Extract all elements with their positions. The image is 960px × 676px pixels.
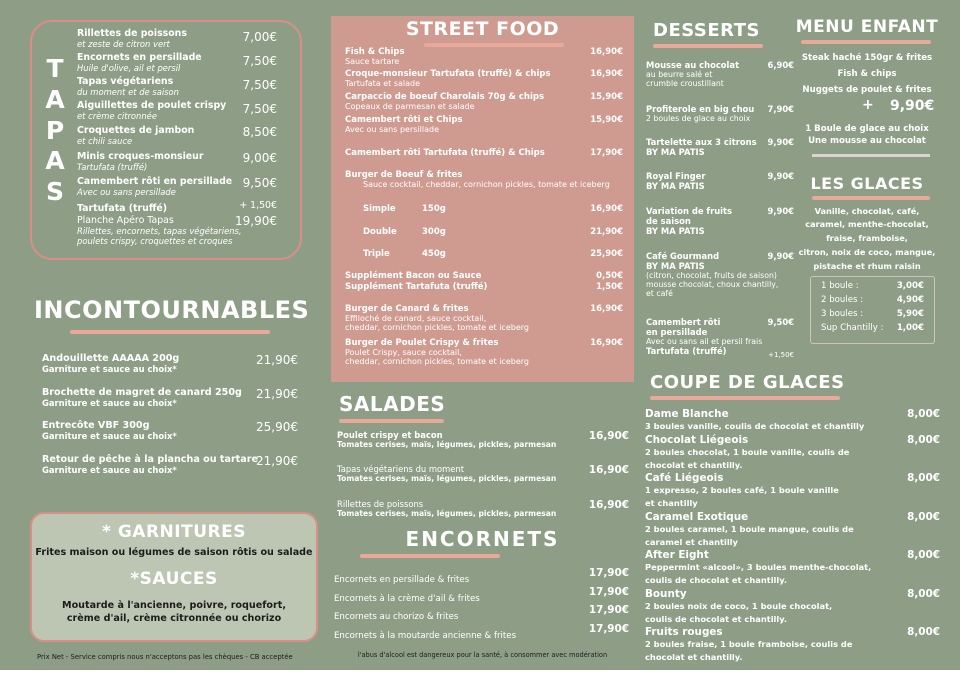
list-item (646, 206, 794, 236)
supplement-name: Tartufata (truffé) (77, 203, 168, 214)
glace-price: 1,00€ (896, 323, 924, 333)
list-item (345, 47, 623, 66)
garnitures-text: Frites maison ou légumes de saison rôtis ou salade (35, 547, 313, 558)
item-price: 8,00€ (907, 408, 940, 420)
planche-desc: poulets crispy, croquettes et croques (77, 236, 233, 246)
list-item (645, 626, 940, 663)
item-desc: et café (646, 289, 673, 298)
item-price: 8,00€ (907, 434, 940, 446)
item-desc: 2 boules noix de coco, 1 boule chocolat, (645, 601, 833, 611)
title-underline (70, 330, 270, 334)
list-item (646, 251, 794, 298)
list-item (646, 171, 794, 191)
item-desc: Peppermint «alcool», 3 boules menthe-chocolat, (645, 562, 872, 572)
list-item (77, 52, 277, 73)
garnitures-box (30, 512, 318, 642)
item-desc: 2 boules fraise, 1 boule framboise, coulis de (645, 639, 853, 649)
menu-enfant-line: Steak haché 150gr & frites (801, 53, 933, 63)
item-name: Tapas végétariens du moment (337, 464, 465, 474)
item-name: Tartelette aux 3 citrons (646, 137, 757, 147)
list-item (646, 60, 794, 88)
incontournables-title: INCONTOURNABLES (34, 296, 310, 324)
item-desc: BY MA PATIS (646, 261, 705, 271)
list-item (345, 170, 623, 189)
list-item (345, 69, 623, 88)
item-price: 1,50€ (596, 282, 623, 292)
item-price: 0,50€ (596, 271, 623, 281)
item-price: 16,90€ (588, 430, 629, 442)
list-item (334, 604, 629, 623)
item-desc: Sauce tartare (345, 57, 400, 66)
burger-size-weight: 450g (422, 249, 446, 259)
divider (812, 154, 930, 157)
item-name: Retour de pêche à la plancha ou tartare (42, 454, 258, 465)
item-price: 17,90€ (588, 623, 629, 635)
item-desc: Copeaux de parmesan et salade (345, 102, 475, 111)
item-desc: du moment et de saison (77, 87, 179, 97)
list-item (645, 472, 940, 509)
tapas-letter: S (45, 177, 64, 207)
item-name: Fruits rouges (645, 626, 723, 638)
item-desc: Tartufata (truffé) (77, 162, 148, 172)
glaces-flavors: pistache et rhum raisin (813, 261, 921, 271)
footer-alcohol-note: l'abus d'alcool est dangereux pour la santé, à consommer avec modération (357, 651, 608, 659)
item-desc: et zeste de citron vert (77, 39, 170, 49)
item-price: 8,00€ (907, 549, 940, 561)
planche-price: 19,90€ (235, 214, 277, 228)
list-item (42, 454, 298, 475)
glace-label: 2 boules : (821, 295, 864, 305)
tapas-vertical-title (44, 54, 66, 208)
title-underline (801, 40, 931, 44)
sauces-text: crème d'ail, crème citronnée ou chorizo (66, 613, 282, 624)
item-price: 7,50€ (242, 102, 277, 116)
burger-size-label: Double (363, 227, 397, 237)
item-name: Entrecôte VBF 300g (42, 420, 150, 431)
item-name: Chocolat Liégeois (645, 434, 749, 446)
item-desc: caramel et chantilly (645, 536, 738, 547)
item-name: Minis croques-monsieur (77, 151, 204, 162)
item-desc: cheddar, cornichon pickles, tomate et iceberg (345, 323, 529, 332)
tapas-letter: T (46, 54, 64, 83)
item-desc: 2 boules chocolat, 1 boule vanille, coulis de (645, 447, 850, 457)
item-name: Carpaccio de boeuf Charolais 70g & chips (345, 92, 545, 102)
list-item (77, 151, 277, 172)
glaces-price-box (810, 276, 935, 344)
item-name: Tapas végétariens (77, 76, 174, 87)
list-item (646, 104, 794, 123)
item-price: 21,90€ (256, 454, 298, 468)
item-desc: et crème citronnée (77, 111, 157, 121)
item-price: 9,90€ (767, 171, 794, 181)
item-name: Encornets à la crème d'ail & frites (334, 594, 480, 604)
sauces-text: Moutarde à l'ancienne, poivre, roquefort, (62, 600, 286, 611)
item-desc: Tartufata et salade (345, 79, 421, 88)
list-item (645, 511, 940, 548)
glace-price: 4,90€ (896, 295, 924, 305)
item-name: Dame Blanche (645, 408, 729, 420)
list-item (42, 387, 298, 408)
supplement-row (77, 200, 277, 214)
burger-size-label: Triple (363, 249, 390, 259)
glace-label: 1 boule : (821, 281, 859, 291)
item-name: Croque-monsieur Tartufata (truffé) & chips (345, 69, 551, 79)
item-desc: Huile d'olive, ail et persil (77, 63, 181, 73)
coupes-title: COUPE DE GLACES (650, 372, 845, 393)
item-name: Burger de Canard & frites (345, 304, 469, 314)
garnitures-title: * GARNITURES (102, 522, 246, 542)
item-price: 9,00€ (242, 151, 277, 165)
list-item (646, 137, 794, 157)
item-price: 9,90€ (767, 251, 794, 261)
item-desc: et chili sauce (77, 136, 133, 146)
item-price: 17,90€ (588, 586, 629, 598)
glaces-flavors: fraise, framboise, (826, 233, 908, 243)
item-desc: Garniture et sauce au choix* (42, 364, 177, 374)
glace-price-row (821, 295, 924, 305)
item-name: Camembert rôti en persillade (77, 176, 233, 187)
sauces-title: *SAUCES (130, 569, 218, 589)
glaces-flavors: caramel, menthe-chocolat, (805, 219, 929, 229)
item-name: Croquettes de jambon (77, 125, 195, 136)
item-desc: 1 expresso, 2 boules café, 1 boule vanille (645, 485, 839, 495)
title-underline (650, 396, 840, 400)
item-desc: Effiloché de canard, sauce cocktail, (345, 314, 487, 323)
burger-size-price: 25,90€ (590, 249, 623, 259)
list-item (334, 586, 629, 605)
supplement-price: + 1,50€ (239, 200, 277, 211)
item-price: 9,50€ (767, 317, 794, 327)
item-desc: 3 boules vanille, coulis de chocolat et chantilly (645, 421, 865, 431)
footer-note: Prix Net - Service compris nous n'acceptons pas les chèques - CB acceptée (37, 653, 293, 661)
item-name: Mousse au chocolat (646, 60, 740, 70)
item-name: Andouillette AAAAA 200g (42, 353, 180, 364)
street-food-title: STREET FOOD (405, 18, 560, 40)
item-price: 7,90€ (767, 104, 794, 114)
glaces-flavors: Vanille, chocolat, café, (814, 206, 920, 216)
glace-price: 3,00€ (896, 281, 924, 291)
item-name: After Eight (645, 549, 709, 561)
list-item (645, 549, 940, 586)
item-name: Bounty (645, 588, 687, 600)
item-desc: mousse chocolat, choux chantilly, (646, 280, 779, 289)
item-name: Encornets au chorizo & frites (334, 612, 459, 622)
list-item (77, 176, 277, 197)
list-item (646, 317, 794, 359)
item-name: Burger de Boeuf & frites (345, 170, 463, 180)
item-price: 25,90€ (256, 420, 298, 434)
item-desc: (citron, chocolat, fruits de saison) (646, 271, 777, 280)
item-desc: cheddar, cornichon pickles, tomate et iceberg (345, 357, 529, 366)
burger-size-price: 16,90€ (590, 204, 623, 214)
item-desc: au beurre salé et (646, 70, 713, 79)
planche-desc: Rillettes, encornets, tapas végétariens, (77, 226, 242, 236)
supplement-row (345, 282, 623, 292)
item-price: 8,50€ (242, 125, 277, 139)
tapas-letter: A (45, 84, 65, 114)
item-name: Rillettes de poissons (77, 28, 187, 39)
item-price: 8,00€ (907, 588, 940, 600)
item-name: en persillade (646, 327, 708, 337)
item-name: Café Liégeois (645, 472, 724, 484)
item-desc: Sauce cocktail, cheddar, cornichon pickles, tomate et iceberg (363, 180, 610, 189)
list-item (42, 420, 298, 441)
item-price: 17,90€ (588, 567, 629, 579)
item-desc: Tomates cerises, maïs, légumes, pickles, parmesan (337, 474, 557, 483)
list-item (77, 76, 277, 97)
item-name: Encornets en persillade (77, 52, 202, 63)
item-name: Camembert rôti et Chips (345, 115, 463, 125)
list-item (337, 430, 629, 449)
item-name: Burger de Poulet Crispy & frites (345, 338, 499, 348)
item-desc: chocolat et chantilly. (645, 459, 743, 470)
item-price: 21,90€ (256, 353, 298, 367)
glace-price-row (821, 281, 924, 291)
item-desc: Garniture et sauce au choix* (42, 465, 177, 475)
item-desc: et chantilly (645, 497, 698, 508)
list-item (77, 125, 277, 146)
glaces-flavors: citron, noix de coco, mangue, (798, 247, 936, 257)
item-price: 16,90€ (588, 464, 629, 476)
tapas-letter: A (45, 146, 65, 176)
item-name: Camembert rôti Tartufata (truffé) & Chips (345, 148, 545, 158)
item-desc: 2 boules caramel, 1 boule mangue, coulis de (645, 524, 854, 534)
item-desc: BY MA PATIS (646, 226, 705, 236)
item-desc: Garniture et sauce au choix* (42, 431, 177, 441)
menu-enfant-line: Fish & chips (837, 69, 897, 79)
plus-sign: + (862, 97, 874, 113)
menu-enfant-title: MENU ENFANT (795, 17, 939, 37)
item-price: 16,90€ (590, 69, 623, 79)
item-price: 6,90€ (767, 60, 794, 70)
item-price: 8,00€ (907, 626, 940, 638)
supplement-row (345, 271, 623, 281)
item-price: 9,90€ (767, 137, 794, 147)
item-name: Café Gourmand (646, 251, 720, 261)
item-price: 17,90€ (590, 148, 623, 158)
item-price: 7,00€ (242, 30, 277, 44)
item-name: Royal Finger (646, 171, 706, 181)
item-price: 17,90€ (588, 604, 629, 616)
list-item (337, 464, 629, 483)
item-name: Encornets en persillade & frites (334, 575, 470, 585)
item-price: 9,90€ (767, 206, 794, 216)
list-item (334, 567, 629, 586)
list-item (645, 588, 940, 625)
item-price: 16,90€ (588, 499, 629, 511)
desserts-title: DESSERTS (653, 20, 760, 41)
list-item (345, 115, 623, 134)
list-item (77, 100, 277, 121)
item-name: Brochette de magret de canard 250g (42, 387, 242, 398)
glace-price-row (821, 323, 924, 333)
item-name: Caramel Exotique (645, 511, 749, 523)
burger-size-label: Simple (363, 204, 396, 214)
item-desc: coulis de chocolat et chantilly. (645, 613, 788, 624)
item-price: 15,90€ (590, 115, 623, 125)
item-name: Camembert rôti (646, 317, 721, 327)
glaces-title: LES GLACES (810, 174, 924, 193)
item-desc: coulis de chocolat et chantilly. (645, 574, 788, 585)
list-item (345, 92, 623, 111)
title-underline (812, 196, 930, 200)
title-underline (653, 44, 763, 48)
glace-price: 5,90€ (896, 309, 924, 319)
item-desc: BY MA PATIS (646, 181, 705, 191)
item-desc: Avec ou sans persillade (77, 187, 176, 197)
item-desc: Avec ou sans ail et persil frais (646, 337, 763, 346)
item-desc: Poulet Crispy, sauce cocktail, (345, 348, 462, 357)
list-item (77, 28, 277, 49)
item-name: Aiguillettes de poulet crispy (77, 100, 227, 111)
item-price: 16,90€ (590, 304, 623, 314)
item-desc: Avec ou sans persillade (345, 125, 439, 134)
item-price: 9,50€ (242, 176, 277, 190)
item-desc: chocolat et chantilly. (645, 651, 743, 662)
title-underline (360, 554, 500, 558)
list-item (345, 148, 623, 158)
item-price: 7,50€ (242, 54, 277, 68)
planche-row (77, 215, 277, 246)
item-price: 7,50€ (242, 78, 277, 92)
item-name: Profiterole en big chou (646, 104, 755, 114)
list-item (345, 338, 623, 366)
item-name: Encornets à la moutarde ancienne & frites (334, 631, 517, 641)
item-desc: Tomates cerises, maïs, légumes, pickles, parmesan (337, 509, 557, 518)
planche-name: Planche Apéro Tapas (77, 215, 174, 226)
title-underline (339, 419, 444, 423)
item-name: Poulet crispy et bacon (337, 430, 443, 440)
item-name: Supplément Bacon ou Sauce (345, 271, 482, 281)
item-price: 16,90€ (590, 338, 623, 348)
item-price: 8,00€ (907, 472, 940, 484)
item-desc: 2 boules de glace au choix (646, 114, 751, 123)
list-item (337, 499, 629, 518)
item-desc: Garniture et sauce au choix* (42, 398, 177, 408)
menu-enfant-line: 1 Boule de glace au choix (805, 124, 929, 134)
supplement-price: +1,50€ (768, 351, 794, 359)
burger-size-price: 21,90€ (590, 227, 623, 237)
menu-enfant-line: Une mousse au chocolat (808, 136, 926, 146)
item-price: 15,90€ (590, 92, 623, 102)
item-name: Supplément Tartafuta (truffé) (345, 282, 488, 292)
list-item (345, 304, 623, 332)
burger-size-weight: 150g (422, 204, 446, 214)
item-price: 21,90€ (256, 387, 298, 401)
item-supplement: Tartufata (truffé) (646, 346, 727, 356)
menu-enfant-line: Nuggets de poulet & frites (802, 85, 932, 95)
salades-title: SALADES (339, 392, 446, 416)
burger-size-weight: 300g (422, 227, 446, 237)
list-item (645, 434, 940, 471)
item-desc: crumble croustillant (646, 79, 724, 88)
glace-label: Sup Chantilly : (821, 323, 884, 333)
item-name: Variation de fruits (646, 206, 733, 216)
tapas-letter: P (45, 115, 65, 145)
glace-price-row (821, 309, 924, 319)
list-item (645, 408, 940, 433)
item-name: de saison (646, 216, 691, 226)
item-price: 16,90€ (590, 47, 623, 57)
item-desc: Tomates cerises, maïs, légumes, pickles, parmesan (337, 440, 557, 449)
item-price: 8,00€ (907, 511, 940, 523)
list-item (334, 623, 629, 642)
menu-enfant-price: 9,90€ (890, 98, 935, 114)
item-desc: BY MA PATIS (646, 147, 705, 157)
item-name: Fish & Chips (345, 47, 405, 57)
glace-label: 3 boules : (821, 309, 864, 319)
item-name: Rillettes de poissons (337, 499, 424, 509)
list-item (42, 353, 298, 374)
encornets-title: ENCORNETS (405, 527, 560, 551)
